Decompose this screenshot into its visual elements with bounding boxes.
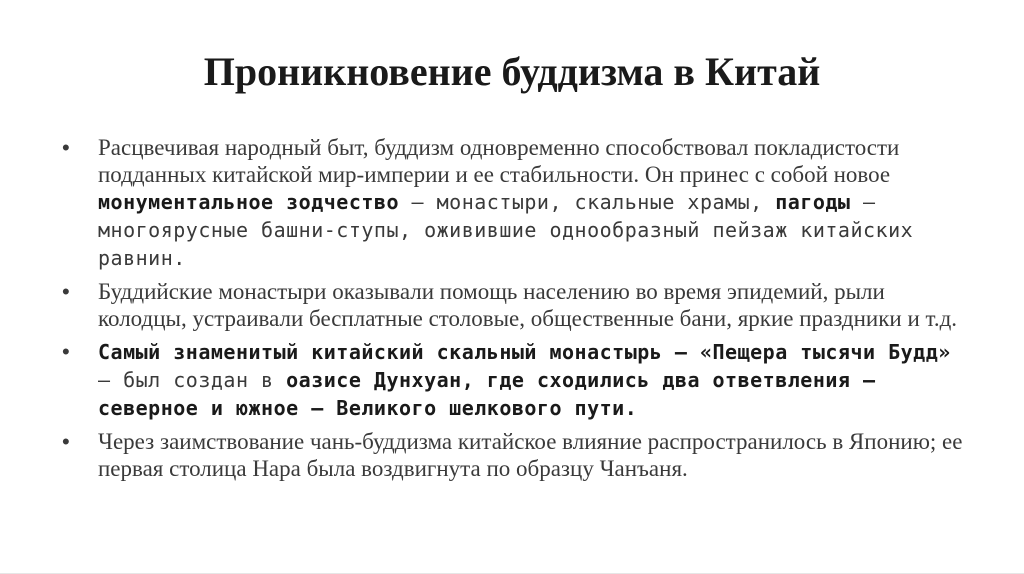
bullet-marker: •: [62, 429, 70, 454]
bullet-text: Расцвечивая народный быт, буддизм одновременно способствовал покладистости подданных китайской мир-империи и ее стабильности.: [98, 135, 900, 187]
bullet-text: — многоярусные башни-ступы, оживившие однообразный пейзаж китайских равнин.: [98, 190, 914, 270]
bullet-item-1: [62, 134, 972, 272]
bullet-emphasis: оазисе Дунхуан, где сходились два ответвления — северное и южное — Великого шелкового пути.: [98, 368, 876, 420]
bullet-item-2: [62, 278, 972, 332]
bullet-marker: •: [62, 135, 70, 160]
bullet-text: — был создан в: [98, 368, 287, 392]
bullet-item-4: [62, 428, 972, 482]
bullet-emphasis: Самый знаменитый китайский скальный монастырь — «Пещера тысячи Будд»: [98, 340, 951, 364]
bullet-marker: •: [62, 339, 70, 364]
slide-title: Проникновение буддизма в Китай: [203, 49, 821, 94]
bullet-marker: •: [62, 279, 70, 304]
bullet-text: — монастыри, скальные храмы,: [398, 190, 776, 214]
bullet-emphasis: монументальное зодчество: [98, 190, 399, 214]
bullet-list: [62, 134, 972, 488]
bullet-text: Буддийские монастыри оказывали помощь населению во время эпидемий, рыли колодцы, устраивали бесплатные столовые, общественные бани, яркие праздники и т.д.: [98, 279, 958, 331]
bullet-text: Он принес с собой новое: [639, 162, 891, 187]
bullet-text: Через заимствование чань-буддизма китайское влияние распространилось в Японию; ее первая столица Нара была воздвигнута по образцу Чанъаня.: [98, 429, 963, 481]
bullet-emphasis: пагоды: [775, 190, 851, 214]
bullet-item-3: [62, 338, 972, 422]
